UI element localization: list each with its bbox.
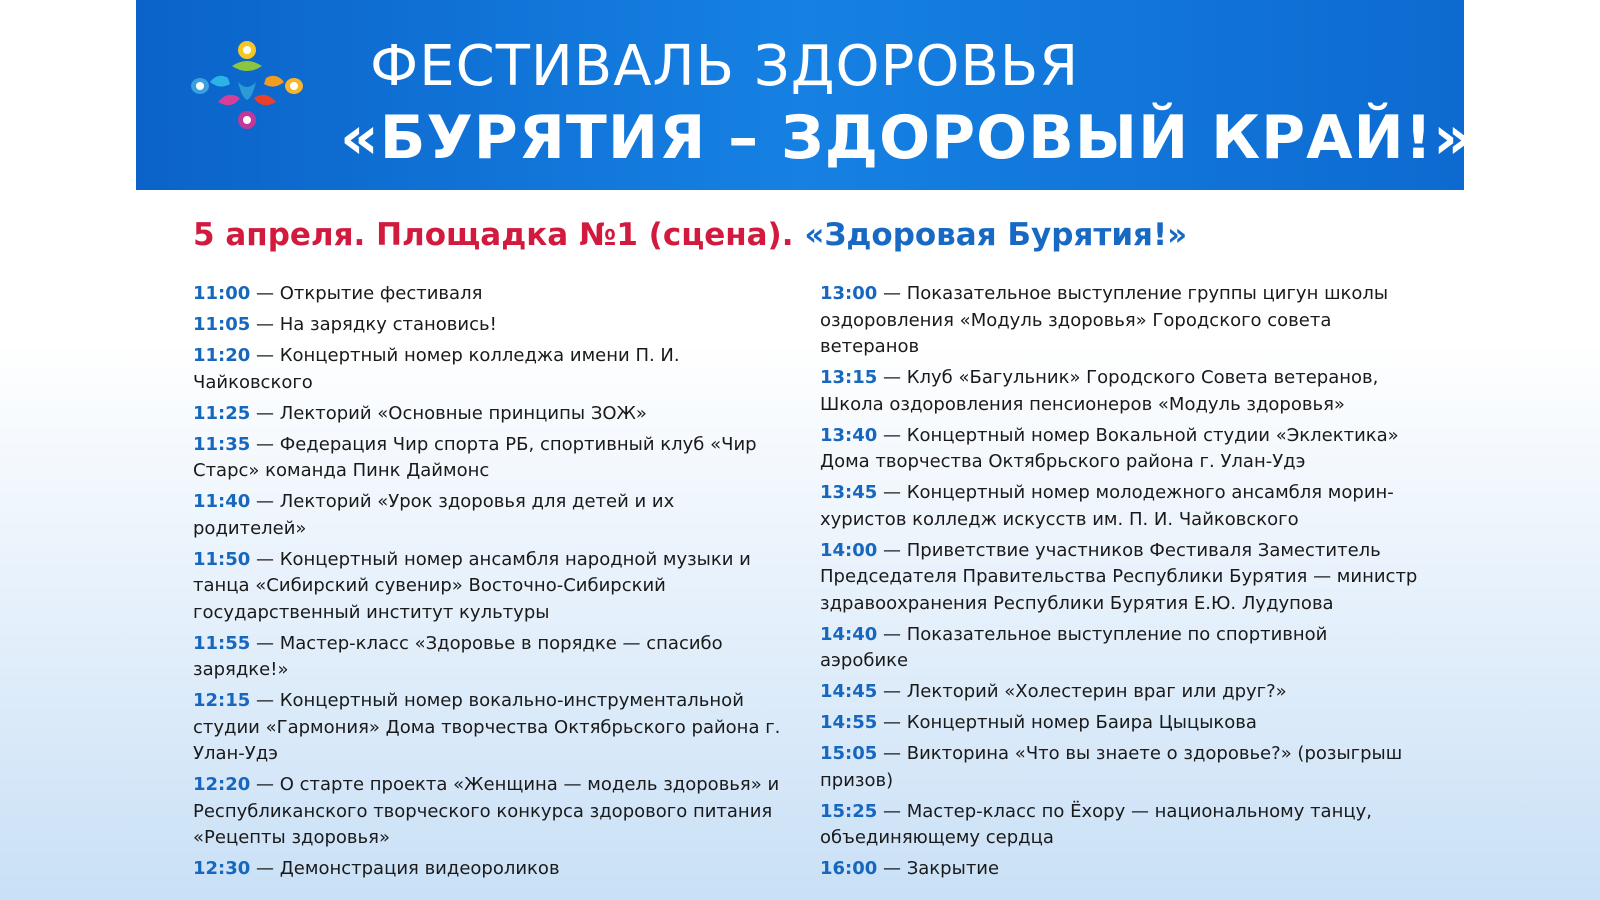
schedule-left-column	[193, 281, 783, 887]
schedule-item: 11:25 — Лекторий «Основные принципы ЗОЖ»	[193, 402, 647, 424]
program-name: «Здоровая Бурятия!»	[804, 217, 1188, 253]
schedule-item: 15:25 — Мастер-класс по Ёхору — национальному танцу, объединяющему сердца	[820, 800, 1372, 848]
schedule-item: 14:00 — Приветствие участников Фестиваля Заместитель Председателя Правительства Республики Бурятия — министр здравоохранения Республики Бурятия Е.Ю. Лудупова	[820, 539, 1418, 614]
schedule-item: 13:40 — Концертный номер Вокальной студии «Эклектика» Дома творчества Октябрьского района г. Улан-Удэ	[820, 424, 1399, 472]
schedule-item: 11:05 — На зарядку становись!	[193, 314, 497, 335]
schedule-item: 14:45 — Лекторий «Холестерин враг или друг?»	[820, 681, 1287, 702]
schedule-item: 12:30 — Демонстрация видеороликов	[193, 858, 560, 879]
schedule-item: 11:20 — Концертный номер колледжа имени П. И. Чайковского	[193, 345, 680, 393]
schedule-item: 13:45 — Концертный номер молодежного ансамбля морин-хуристов колледж искусств им. П. И. Чайковского	[820, 482, 1394, 530]
header-banner	[136, 0, 1473, 190]
schedule-item: 16:00 — Закрытие	[820, 858, 1000, 879]
schedule-item: 11:40 — Лекторий «Урок здоровья для детей и их родителей»	[193, 491, 675, 539]
schedule-item: 13:00 — Показательное выступление группы цигун школы оздоровления «Модуль здоровья» Городского совета ветеранов	[820, 283, 1389, 357]
schedule-item: 12:20 — О старте проекта «Женщина — модель здоровья» и Республиканского творческого конкурса здорового питания «Рецепты здоровья»	[193, 774, 780, 848]
festival-title-line1: ФЕСТИВАЛЬ ЗДОРОВЬЯ	[370, 34, 1080, 99]
festival-title-line2: «БУРЯТИЯ – ЗДОРОВЫЙ КРАЙ!»	[340, 103, 1473, 173]
schedule-item: 11:55 — Мастер-класс «Здоровье в порядке — спасибо зарядке!»	[193, 632, 723, 680]
schedule-item: 11:50 — Концертный номер ансамбля народной музыки и танца «Сибирский сувенир» Восточно-Сибирский государственный институт культуры	[193, 548, 751, 623]
schedule-item: 11:00 — Открытие фестиваля	[193, 283, 483, 304]
schedule-item: 12:15 — Концертный номер вокально-инструментальной студии «Гармония» Дома творчества Октябрьского района г. Улан-Удэ	[193, 690, 781, 764]
schedule-item: 11:35 — Федерация Чир спорта РБ, спортивный клуб «Чир Старс» команда Пинк Даймонс	[193, 433, 757, 481]
schedule-item: 14:55 — Концертный номер Баира Цыцыкова	[820, 712, 1257, 733]
schedule-right-column	[820, 281, 1420, 887]
schedule-item: 13:15 — Клуб «Багульник» Городского Совета ветеранов, Школа оздоровления пенсионеров «Модуль здоровья»	[820, 367, 1379, 415]
schedule-item: 15:05 — Викторина «Что вы знаете о здоровье?» (розыгрыш призов)	[820, 743, 1403, 791]
program-subtitle	[193, 217, 1187, 253]
schedule-item: 14:40 — Показательное выступление по спортивной аэробике	[820, 623, 1328, 671]
festival-logo-icon	[188, 36, 306, 136]
date-place: 5 апреля. Площадка №1 (сцена).	[193, 217, 794, 253]
